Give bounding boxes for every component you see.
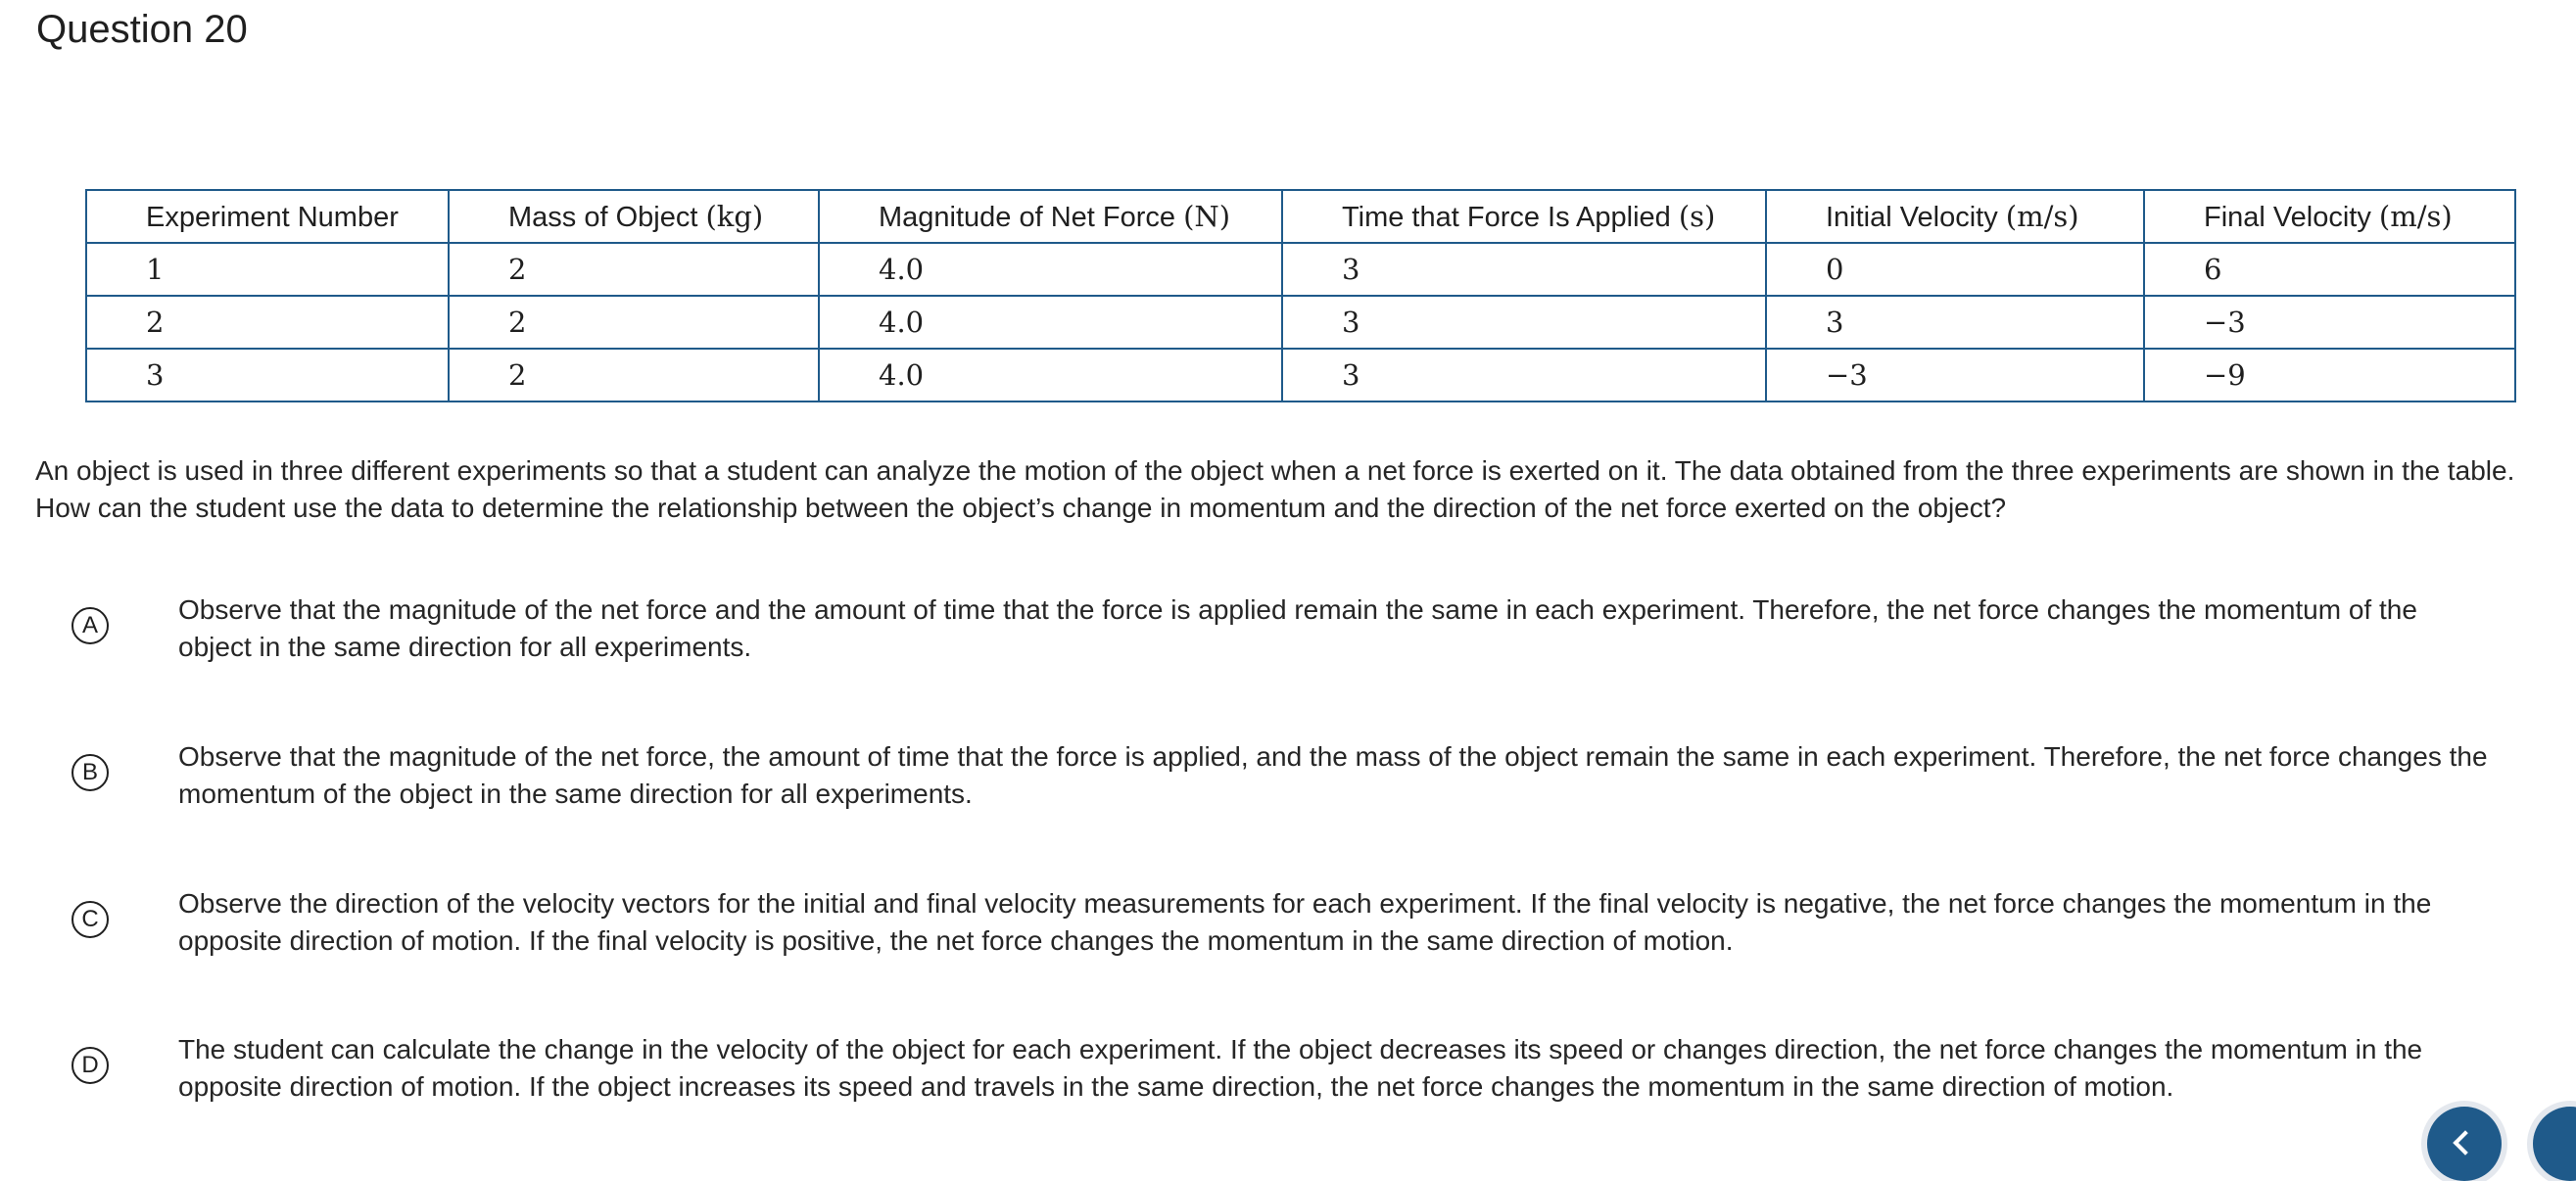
choice-d-radio[interactable]: D [72, 1047, 109, 1084]
table-row [86, 296, 2515, 349]
choice-c-radio[interactable]: C [72, 901, 109, 938]
table-cell: 4.0 [819, 296, 1282, 349]
header-final-velocity: Final Velocity (m/s) [2144, 190, 2515, 243]
header-net-force: Magnitude of Net Force (N) [819, 190, 1282, 243]
table-row [86, 349, 2515, 402]
table-cell: 4.0 [819, 243, 1282, 296]
choice-line: Observe that the magnitude of the net force and the amount of time that the force is applied remain the same in each experiment. Therefore, the net force changes the momentum of the [178, 594, 2417, 625]
table-cell: 3 [1282, 296, 1766, 349]
header-mass: Mass of Object (kg) [449, 190, 819, 243]
table-cell: 4.0 [819, 349, 1282, 402]
choice-line: momentum of the object in the same direction for all experiments. [178, 779, 973, 809]
choice-line: opposite direction of motion. If the final velocity is positive, the net force changes the momentum in the same direction of motion. [178, 925, 1734, 956]
prompt-line: An object is used in three different experiments so that a student can analyze the motion of the object when a net force is exerted on it. The data obtained from the three experiments are shown in the table. [35, 455, 2515, 486]
table-cell: 1 [86, 243, 449, 296]
table-cell: 0 [1766, 243, 2144, 296]
choice-line: Observe that the magnitude of the net force, the amount of time that the force is applied, and the mass of the object remain the same in each experiment. Therefore, the net force changes the [178, 741, 2488, 772]
choice-a-text[interactable] [178, 591, 2529, 666]
question-prompt [35, 452, 2562, 527]
chevron-left-icon [2453, 1130, 2477, 1155]
next-question-button[interactable] [2533, 1107, 2576, 1181]
table-header-row [86, 190, 2515, 243]
header-initial-velocity: Initial Velocity (m/s) [1766, 190, 2144, 243]
choice-line: opposite direction of motion. If the object increases its speed and travels in the same direction, the net force changes the momentum in the same direction of motion. [178, 1071, 2174, 1102]
choice-b-text[interactable] [178, 738, 2529, 813]
table-cell: 3 [86, 349, 449, 402]
choice-line: object in the same direction for all experiments. [178, 632, 752, 662]
choice-b-radio[interactable]: B [72, 754, 109, 791]
data-table [85, 189, 2516, 402]
table-cell: 3 [1282, 243, 1766, 296]
table-cell: 6 [2144, 243, 2515, 296]
prompt-line: How can the student use the data to determine the relationship between the object’s change in momentum and the direction of the net force exerted on the object? [35, 493, 2007, 523]
header-experiment-number: Experiment Number [86, 190, 449, 243]
table-cell: 3 [1282, 349, 1766, 402]
choice-line: Observe the direction of the velocity vectors for the initial and final velocity measurements for each experiment. If the final velocity is negative, the net force changes the momentum in the [178, 888, 2432, 919]
previous-question-button[interactable] [2427, 1107, 2502, 1181]
choice-c-text[interactable] [178, 885, 2529, 960]
table-cell: 2 [449, 296, 819, 349]
choice-a-radio[interactable]: A [72, 607, 109, 644]
table-cell: 2 [449, 349, 819, 402]
table-cell: 2 [449, 243, 819, 296]
question-title: Question 20 [36, 8, 248, 51]
choice-line: The student can calculate the change in the velocity of the object for each experiment. If the object decreases its speed or changes direction, the net force changes the momentum in the [178, 1034, 2423, 1064]
table-cell: −9 [2144, 349, 2515, 402]
table-cell: 3 [1766, 296, 2144, 349]
table-cell: −3 [2144, 296, 2515, 349]
header-time-applied: Time that Force Is Applied (s) [1282, 190, 1766, 243]
table-cell: −3 [1766, 349, 2144, 402]
table-cell: 2 [86, 296, 449, 349]
choice-d-text[interactable] [178, 1031, 2529, 1106]
table-row [86, 243, 2515, 296]
